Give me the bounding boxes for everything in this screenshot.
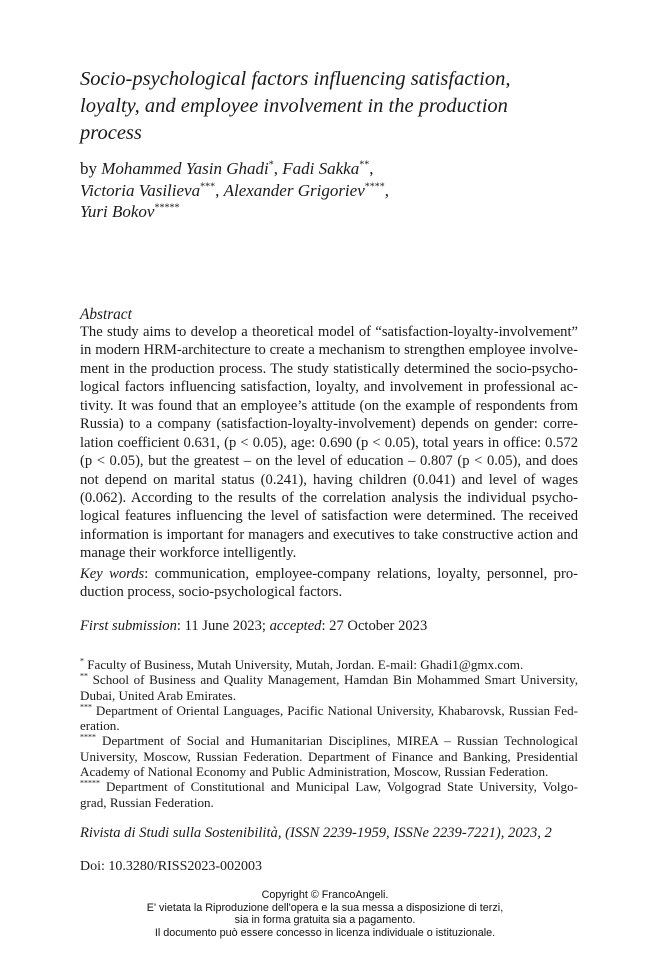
title-line: process [80, 122, 142, 144]
copyright-notice [0, 889, 650, 939]
keywords [80, 565, 578, 602]
footnote-line: Dubai, United Arab Emirates. [80, 687, 236, 703]
author-name: Alexander Grigoriev [223, 180, 365, 200]
footnote-line [80, 779, 578, 794]
author-name: Fadi Sakka [282, 159, 360, 178]
author-list [80, 158, 578, 223]
footnote-line: eration. [80, 718, 120, 734]
footnote-line: Academy of National Economy and Public Administration, Moscow, Russian Federation. [80, 764, 549, 780]
author-line [80, 201, 578, 223]
accepted-date: : 27 October 2023 [321, 618, 428, 634]
footnote-line [80, 703, 578, 718]
article-title [80, 66, 578, 147]
keywords-line [80, 565, 578, 583]
abstract-line: not depend on marital status (0.241), having children (0.041) and level of wages [80, 471, 578, 488]
abstract-line: logical features influencing the level of satisfaction were determined. The received [80, 508, 578, 525]
footnote-text: Department of Oriental Languages, Pacific National University, Khabarovsk, Russian Fed- [92, 702, 578, 718]
author-separator: , [384, 180, 389, 200]
abstract-line: in modern HRM-architecture to create a mechanism to strengthen employee involve- [80, 342, 578, 359]
author-line [80, 158, 578, 180]
footnote-mark: **** [80, 733, 96, 743]
keywords-text: : communication, employee-company relations, loyalty, personnel, pro- [144, 566, 578, 582]
affiliation-mark: *** [200, 180, 216, 192]
author-name: Yuri Bokov [80, 202, 155, 221]
abstract-line: information is important for managers and executives to take constructive action and [80, 526, 578, 543]
footnote-line [80, 657, 578, 672]
abstract-line: Russia) to a company (satisfaction-loyalty-involvement) depends on gender: corre- [80, 416, 578, 433]
footnote-text: Department of Constitutional and Municipal Law, Volgograd State University, Volgo- [100, 779, 578, 795]
author-name: Victoria Vasilieva [80, 180, 201, 200]
footnote-line [80, 733, 578, 748]
abstract-line: (0.062). According to the results of the correlation analysis the individual psycho- [80, 489, 578, 506]
author-separator: , [215, 180, 224, 200]
affiliation-mark: **** [364, 180, 385, 192]
footnote-mark: *** [80, 702, 92, 712]
accepted-label: accepted [269, 618, 322, 634]
affiliation-footnotes [80, 657, 578, 810]
submission-dates [80, 617, 427, 635]
footnote-mark: * [80, 656, 84, 666]
affiliation-mark: ** [359, 159, 370, 171]
footnote-line: University, Moscow, Russian Federation. Department of Finance and Banking, Presidential [80, 748, 578, 764]
copyright-line: sia in forma gratuita sia a pagamento. [234, 914, 416, 926]
affiliation-mark: ***** [154, 202, 180, 214]
by-prefix: by [80, 159, 102, 178]
doi: Doi: 10.3280/RISS2023-002003 [80, 859, 263, 874]
author-separator: , [369, 159, 374, 178]
abstract-line: logical factors influencing satisfaction, loyalty, and involvement in professional ac- [80, 379, 578, 396]
abstract-body [80, 323, 578, 563]
abstract-heading: Abstract [80, 306, 132, 323]
footnote-line [80, 672, 578, 687]
journal-citation: Rivista di Studi sulla Sostenibilità, (ISSN 2239-1959, ISSNe 2239-7221), 2023, 2 [80, 825, 552, 841]
abstract-line: (p < 0.05), but the greatest – on the level of education – 0.807 (p < 0.05), and does [80, 453, 578, 470]
copyright-line: Copyright © FrancoAngeli. [261, 889, 389, 901]
affiliation-mark: * [268, 159, 274, 171]
author-separator: , [273, 159, 283, 178]
footnote-text: Department of Social and Humanitarian Disciplines, MIREA – Russian Technological [96, 733, 578, 749]
footnote-line: grad, Russian Federation. [80, 794, 214, 810]
title-line: loyalty, and employee involvement in the production [80, 95, 508, 117]
title-line: Socio-psychological factors influencing satisfaction, [80, 68, 511, 90]
footnote-text: School of Business and Quality Management, Hamdan Bin Mohammed Smart University, [88, 672, 578, 688]
copyright-line: Il documento può essere concesso in licenza individuale o istituzionale. [154, 926, 496, 939]
keywords-line: duction process, socio-psychological factors. [80, 584, 343, 601]
abstract-line: The study aims to develop a theoretical model of “satisfaction-loyalty-involvement” [80, 324, 578, 340]
footnote-text: Faculty of Business, Mutah University, Mutah, Jordan. E-mail: Ghadi1@gmx.com. [84, 657, 524, 672]
author-name: Mohammed Yasin Ghadi [101, 159, 269, 178]
footnote-mark: ***** [80, 779, 100, 789]
author-line [80, 180, 578, 202]
abstract-line: tivity. It was found that an employee’s attitude (on the example of respondents from [80, 397, 578, 414]
abstract-line: ment in the production process. The study statistically determined the socio-psycho- [80, 360, 578, 377]
footnote-mark: ** [80, 671, 88, 681]
keywords-label: Key words [80, 566, 145, 582]
abstract-line: lation coefficient 0.631, (p < 0.05), age: 0.690 (p < 0.05), total years in office: 0.572 [80, 434, 578, 451]
first-submission-label: First submission [80, 618, 177, 634]
copyright-line: E' vietata la Riproduzione dell'opera e la sua messa a disposizione di terzi, [146, 901, 504, 914]
first-submission-date: : 11 June 2023; [176, 618, 270, 634]
abstract-line: manage their workforce intelligently. [80, 545, 297, 562]
